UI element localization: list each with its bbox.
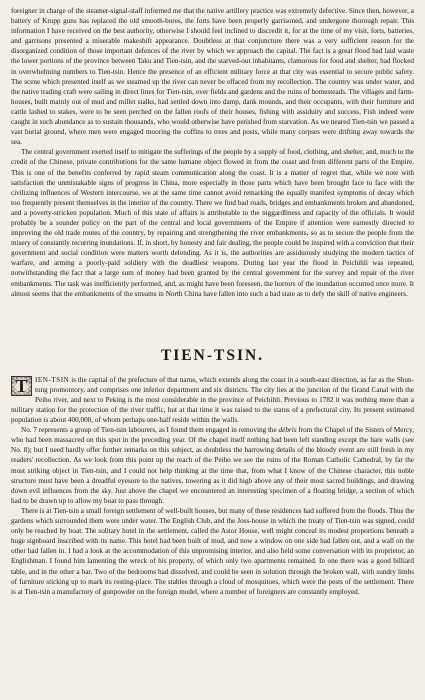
- section-paragraph-3: There is at Tien-tsin a small foreign settlement of well-built houses, but many of these residences had suffered from the floods. Thus the gardens which surrounded them were under water. The English Club, and the Joss-house in which the treaty of Tien-tsin was signed, could only be reached by boat. The solitary hotel in the settlement, called the Astor House, well might conceal its modest proportions beneath a huge signboard inscribed with its name. This hotel had been built of mud, and now a window on one side had fallen out, and a wall on the other had fallen in. I had a look at the accommodation of this unpromising interior, and also held some conversation with its proprietor, an Englishman. I found him lamenting the wreck of his property, of which only two apartments remained. In one there was a good billiard table, and in the other a bar. Two of the bedrooms had dissolved, and could be seen in solution through the broken wall, with sundry limbs of furniture sticking up to mark its resting-place. The stables through a cloud of mosquitoes, which were the pests of the settlement. There is at Tien-tsin a manufactory of gunpowder on the foreign model, where a number of foreigners are constantly employed.: [11, 506, 414, 596]
- body-paragraph-2: The central government exerted itself to mitigate the sufferings of the people by a supply of food, clothing, and shelter, and, much to the credit of the Chinese, private contributions for the same humane object flowed in from the coast and from different parts of the Empire. This is one of the benefits conferred by rapid steam communication along the coast. It is a matter of regret that, while we note with satisfaction the unmistakable signs of progress in China, more especially in those parts which have been brought face to face with the civilizing influences of Western intercourse, we at the same time cannot avoid remarking the equally manifest symptoms of decay which too frequently present themselves in the interior of the country. There we find bad roads, bridges and embankments broken and abandoned, and a poverty-stricken population. Much of this state of affairs is attributable to the niggardliness and rapacity of the officials. It would probably be a sounder policy on the part of the central and local governments of the Empire if attention were earnestly directed to improving the old trade routes of the country, by repairing and strengthening the river embankments, so as to secure the people from the misery of constantly recurring inundations. If, in short, by honesty and fair dealing, the people could be inspired with a conviction that their government and social condition were matters worth defending. As it is, the authorities are assiduously studying the modern tactics of warfare, and arming a poorly-paid soldiery with the deadliest weapons. During last year the flood in Peichihli was repeated, notwithstanding the fact that a large sum of money had been granted by the central government for the survey and repair of the river embankments. The task was inefficiently performed, and, as might have been foreseen, the horrors of the inundation occurred once more. It almost seems that the embankments of the streams in North China have fallen into such a bad state as to defy the skill of native engineers.: [11, 148, 414, 298]
- section-title: TIEN-TSIN.: [160, 346, 265, 364]
- section-paragraph-1: [11, 375, 414, 425]
- section-paragraph-2: [11, 425, 414, 506]
- lead-word: IEN-TSIN: [35, 375, 70, 384]
- p2-italic-word: débris: [278, 426, 297, 435]
- p2-text-after: from the Chapel of the Sisters of Mercy, who had been massacred on this spot in the preceding year. Of the chapel itself nothing had been left standing except the bare walls (see No. 8); but I need hardly offer further remarks on this subject, as doubtless the harrowing details of the bloody event are still fresh in my readers' recollection. As we look from this point up the reach of the Peiho we see the ruins of the Roman Catholic Cathedral, by far the most striking object in Tien-tsin, and I could not help thinking at the time that, from what I know of the Chinese character, this noble structure must have been a dreadful eyesore to the natives, towering as it did high above any of their most sacred buildings, and drawing down evil influences from the sky. Just above the chapel we encountered an interesting specimen of a floating bridge, a section of which had to be drawn up to allow my boat to pass through.: [11, 426, 415, 505]
- p2-text-before: No. 7 represents a group of Tien-tsin labourers, as I found them engaged in removing the: [21, 426, 279, 435]
- ornamental-dropcap: [11, 376, 32, 396]
- body-paragraph-1: foreigner in charge of the steamer-signal-staff informed me that the native artillery practice was extremely defective. Since then, however, a battery of Krupp guns has replaced the old smooth-bores, the forts have been properly garrisoned, and undergone thorough repair. This information I have received on the best authority, otherwise I should feel inclined to discredit it, for at the time of my visit, forts, batteries, and garrisons presented a miserable makeshift appearance. Doubtless at that conjuncture there was a very sufficient reason for the disorganized condition of those important defences of the river by which we approach the capital. The fact is a great flood had laid waste the lower portions of the province between Taku and Tien-tsin, and the starved-out inhabitants, clamorous for food and shelter, had flocked in overwhelming numbers to Tien-tsin. Hence the presence of an efficient military force at that city was essential to secure public safety. The scene which presented itself as we steamed up the river can never be effaced from my recollection. The country was under water, and the native trading craft were sailing in direct lines for Tien-tsin, over fields and gardens and the ruins of homesteads. The villages and farm-houses, built mainly out of mud and millet stalks, had settled down into damp, dank mounds, and their occupants, with their furniture and cattle lashed to stakes, were to be seen perched on the fallen roofs of their houses, fishing with assiduity and success. Fish indeed were caught in such abundance as to sustain thousands, who would otherwise have perished from starvation. As we neared Tien-tsin we passed a vast burial ground, where men were engaged mooring the coffins to trees and posts, while many corpses were drifting away towards the sea.: [11, 7, 414, 147]
- dropcap-letter: T: [12, 377, 31, 395]
- lead-text: is the capital of the prefecture of that name, which extends along the coast in a south-east direction, as far as the Shun-tung promontory, and comprises one inferior department and six districts. The city lies at the junction of the Grand Canal with the Peiho river, and next to Peking is the most considerable in the province of Peichihli. Previous to 1782 it was nothing more than a military station for the protection of the river traffic, but at that time it was raised to the status of a prefectural city. Its present estimated population is about 400,000, of whom perhaps one-half reside within the walls.: [11, 375, 414, 425]
